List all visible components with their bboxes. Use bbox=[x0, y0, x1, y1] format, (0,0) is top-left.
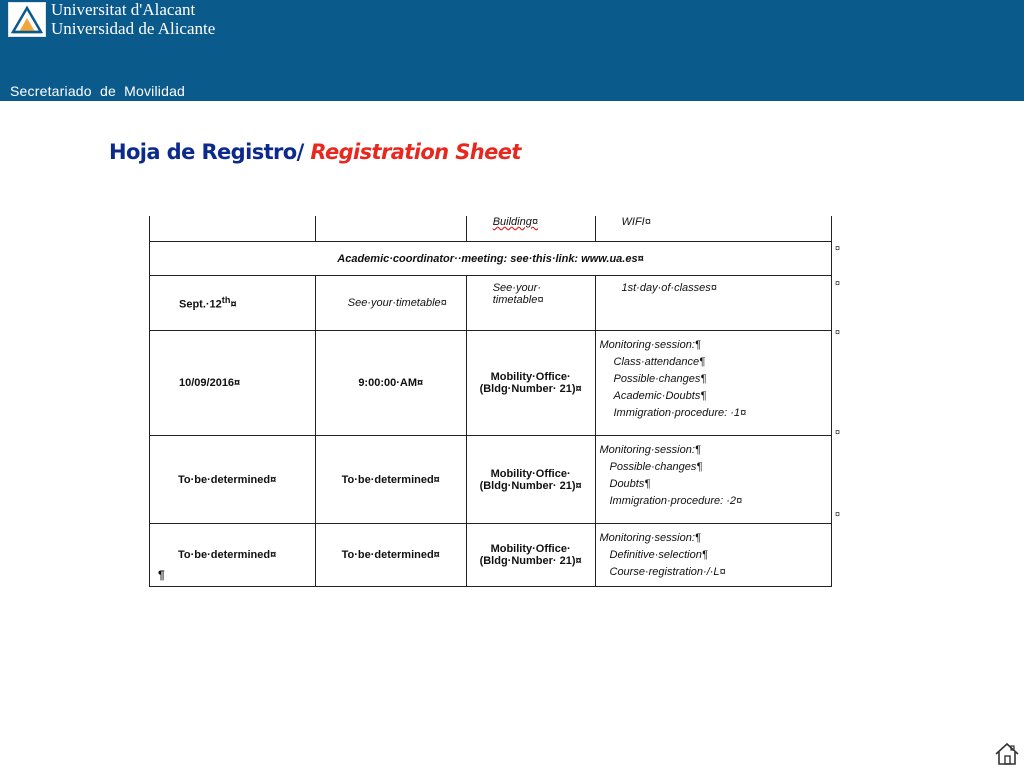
cell-end: ¤ bbox=[230, 298, 237, 311]
paragraph-mark: ¶ bbox=[158, 568, 165, 582]
table-cell bbox=[466, 436, 595, 524]
page-title bbox=[109, 140, 521, 164]
table-cell bbox=[466, 524, 595, 587]
registration-table-image bbox=[149, 216, 841, 582]
cell-text: To·be·determined¤ bbox=[341, 549, 440, 561]
table-cell bbox=[315, 331, 466, 436]
department-name: Secretariado de Movilidad bbox=[10, 83, 186, 99]
home-icon[interactable] bbox=[994, 742, 1020, 766]
table-row bbox=[150, 524, 832, 587]
cell-text: Sept.·12 bbox=[179, 298, 222, 311]
cell-list-item: Doubts¶ bbox=[609, 478, 651, 490]
cell-text: See·your· timetable¤ bbox=[492, 282, 544, 306]
cell-text: Mobility·Office· (Bldg·Number· 21)¤ bbox=[479, 467, 582, 492]
table-cell bbox=[595, 436, 832, 524]
cell-text: To·be·determined¤ bbox=[178, 473, 277, 486]
table-row bbox=[150, 331, 832, 436]
table-row bbox=[150, 216, 832, 242]
table-cell bbox=[150, 216, 316, 242]
cell-sup: th bbox=[221, 295, 231, 306]
cell-text: Academic·coordinator··meeting: see·this·link: www.ua.es¤ bbox=[337, 252, 644, 265]
row-end-mark: ¤ bbox=[835, 509, 841, 519]
table-cell bbox=[595, 331, 832, 436]
title-english: Registration Sheet bbox=[310, 140, 521, 164]
header-banner bbox=[0, 0, 1024, 101]
table-cell bbox=[595, 524, 832, 587]
table-row bbox=[150, 276, 832, 331]
cell-list-item: Immigration·procedure: ·2¤ bbox=[609, 495, 743, 507]
table-cell bbox=[150, 242, 832, 276]
row-end-mark: ¤ bbox=[835, 278, 841, 288]
table-cell bbox=[466, 331, 595, 436]
table-cell bbox=[315, 216, 466, 242]
university-logo bbox=[8, 2, 46, 37]
table-cell bbox=[150, 331, 316, 436]
cell-text: Mobility·Office· (Bldg·Number· 21)¤ bbox=[479, 371, 582, 395]
row-end-mark: ¤ bbox=[835, 427, 841, 437]
table-row bbox=[150, 436, 832, 524]
title-spanish: Hoja de Registro/ bbox=[109, 140, 311, 164]
table-cell bbox=[595, 276, 832, 331]
cell-text: Building¤ bbox=[492, 216, 538, 228]
table-row bbox=[150, 242, 832, 276]
cell-list-item: Definitive·selection¶ bbox=[609, 549, 708, 561]
cell-list-item: Immigration·procedure: ·1¤ bbox=[613, 407, 747, 419]
table-cell bbox=[315, 524, 466, 587]
table-cell bbox=[150, 524, 316, 587]
cell-text: 1st·day·of·classes¤ bbox=[621, 282, 717, 294]
table-cell bbox=[595, 216, 832, 242]
university-name-line-2: Universidad de Alicante bbox=[51, 19, 216, 38]
table-cell bbox=[150, 276, 316, 331]
cell-text: 9:00:00·AM¤ bbox=[358, 377, 424, 389]
table-cell bbox=[150, 436, 316, 524]
cell-heading: Monitoring·session:¶ bbox=[599, 339, 701, 351]
table-cell bbox=[315, 276, 466, 331]
registration-table bbox=[149, 216, 832, 587]
cell-list-item: Course·registration·/·L¤ bbox=[609, 566, 726, 578]
row-end-mark: ¤ bbox=[835, 243, 841, 253]
cell-text: WIFI¤ bbox=[621, 216, 651, 228]
cell-list-item: Possible·changes¶ bbox=[609, 461, 703, 473]
cell-text: See·your·timetable¤ bbox=[347, 297, 447, 309]
cell-heading: Monitoring·session:¶ bbox=[599, 532, 701, 544]
cell-text: To·be·determined¤ bbox=[178, 549, 277, 561]
university-name bbox=[51, 0, 215, 38]
table-cell bbox=[466, 216, 595, 242]
university-name-line-1: Universitat d'Alacant bbox=[51, 0, 196, 19]
cell-text: Mobility·Office· (Bldg·Number· 21)¤ bbox=[479, 543, 582, 567]
cell-list-item: Academic·Doubts¶ bbox=[613, 390, 707, 402]
cell-heading: Monitoring·session:¶ bbox=[599, 444, 701, 456]
cell-text: To·be·determined¤ bbox=[341, 473, 440, 486]
cell-list-item: Possible·changes¶ bbox=[613, 373, 707, 385]
cell-list-item: Class·attendance¶ bbox=[613, 356, 706, 368]
table-cell bbox=[466, 276, 595, 331]
cell-text: 10/09/2016¤ bbox=[179, 377, 241, 389]
row-end-mark: ¤ bbox=[835, 327, 841, 337]
table-cell bbox=[315, 436, 466, 524]
